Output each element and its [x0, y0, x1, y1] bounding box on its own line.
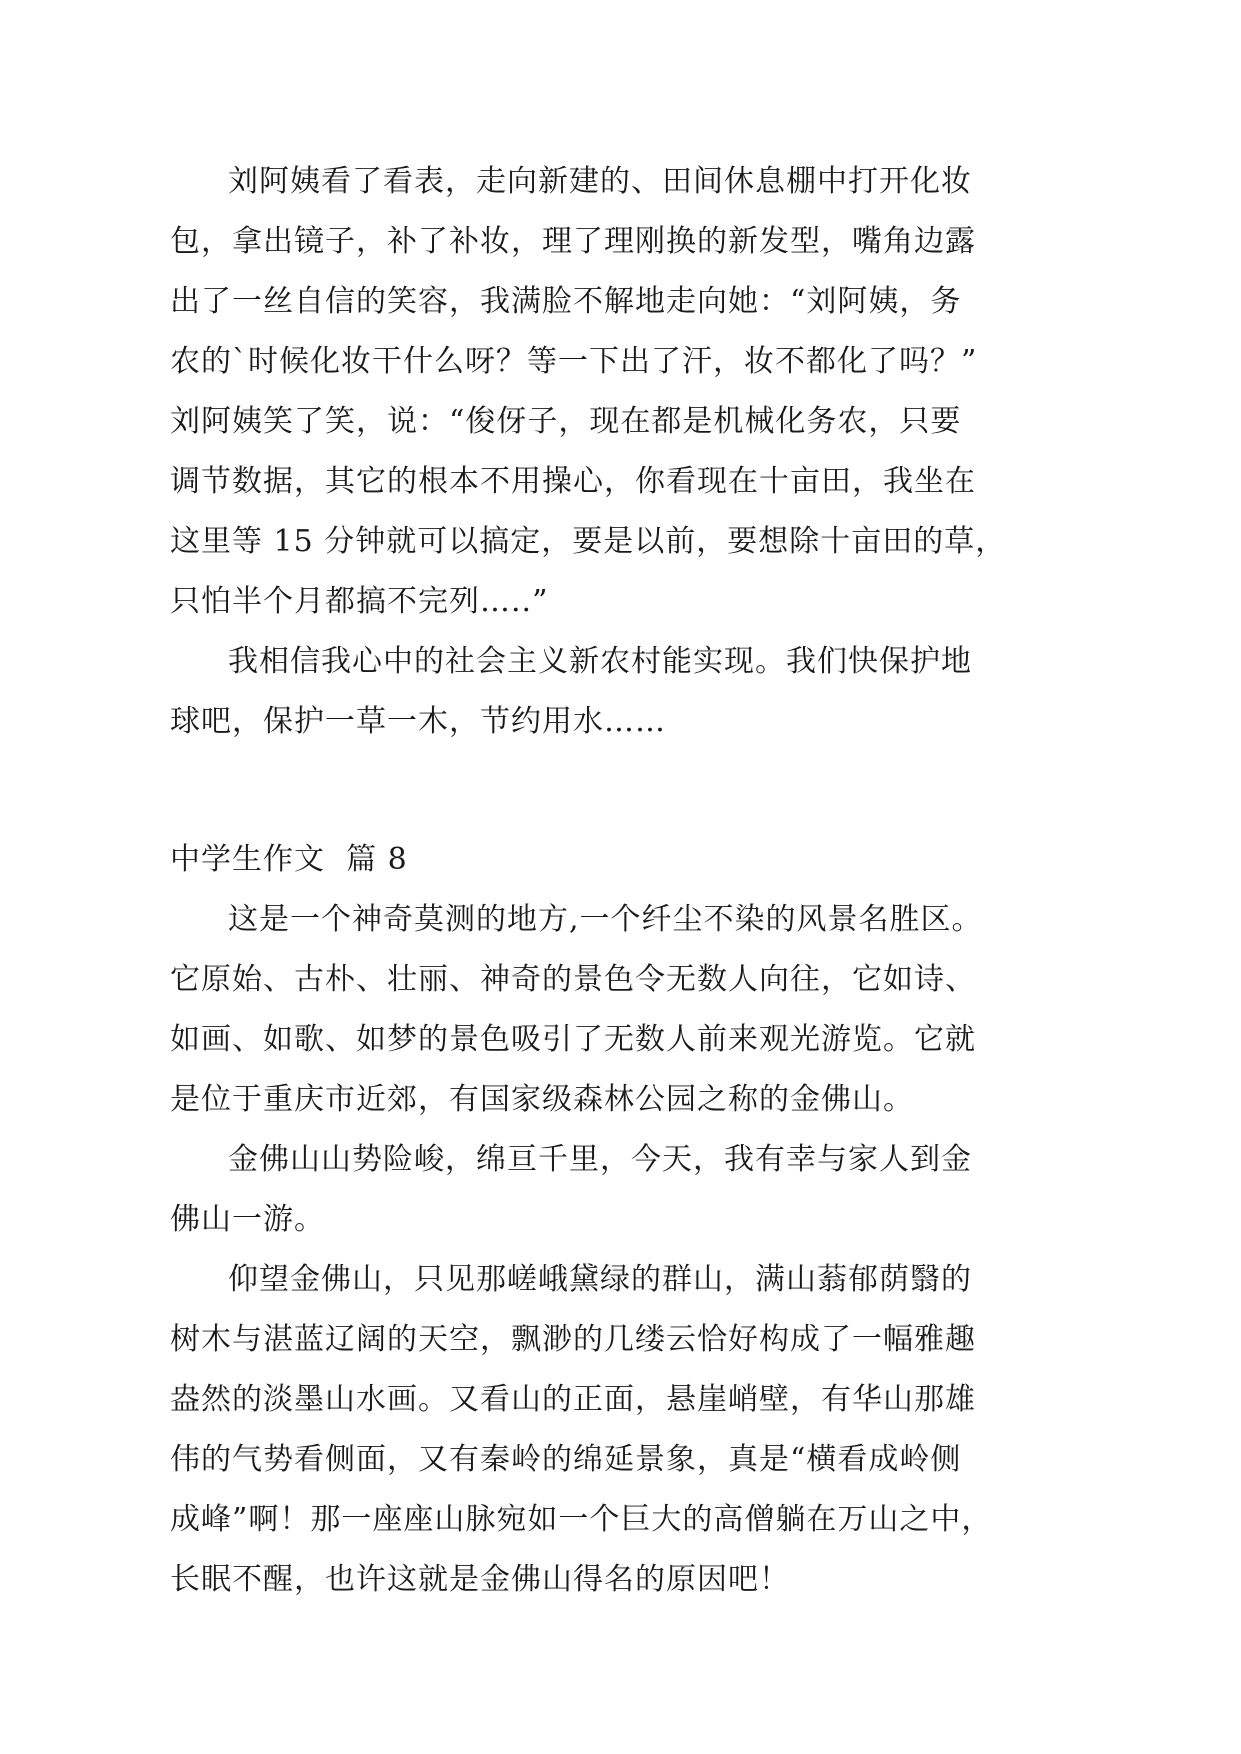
paragraph-line: 农的`时候化妆干什么呀？等一下出了汗，妆不都化了吗？”: [170, 344, 978, 379]
paragraph-line: 盎然的淡墨山水画。又看山的正面，悬崖峭壁，有华山那雄: [170, 1382, 976, 1417]
paragraph-line: 如画、如歌、如梦的景色吸引了无数人前来观光游览。它就: [170, 1022, 976, 1057]
paragraph-line: 仰望金佛山，只见那嵯峨黛绿的群山，满山蓊郁荫翳的: [228, 1262, 972, 1297]
paragraph-line: 只怕半个月都搞不完列…..”: [170, 584, 549, 619]
paragraph-line: 树木与湛蓝辽阔的天空，飘渺的几缕云恰好构成了一幅雅趣: [170, 1322, 976, 1357]
paragraph-line: 佛山一游。: [170, 1202, 325, 1237]
paragraph-line: 球吧，保护一草一木，节约用水……: [170, 704, 666, 739]
paragraph-line: 出了一丝自信的笑容，我满脸不解地走向她：“刘阿姨，务: [170, 284, 962, 319]
paragraph-line: 这是一个神奇莫测的地方,一个纤尘不染的风景名胜区。: [228, 902, 983, 937]
paragraph-line: 长眠不醒，也许这就是金佛山得名的原因吧！: [170, 1562, 790, 1597]
paragraph-line: 伟的气势看侧面，又有秦岭的绵延景象，真是“横看成岭侧: [170, 1442, 962, 1477]
paragraph-line: 刘阿姨看了看表，走向新建的、田间休息棚中打开化妆: [228, 164, 972, 199]
paragraph-line: 成峰”啊！那一座座山脉宛如一个巨大的高僧躺在万山之中，: [170, 1502, 993, 1537]
paragraph-line: 金佛山山势险峻，绵亘千里，今天，我有幸与家人到金: [228, 1142, 972, 1177]
paragraph-line: 我相信我心中的社会主义新农村能实现。我们快保护地: [228, 644, 972, 679]
paragraph-line: 刘阿姨笑了笑，说：“俊伢子，现在都是机械化务农，只要: [170, 404, 962, 439]
paragraph-line: 它原始、古朴、壮丽、神奇的景色令无数人向往，它如诗、: [170, 962, 976, 997]
paragraph-line: 是位于重庆市近郊，有国家级森林公园之称的金佛山。: [170, 1082, 914, 1117]
section-heading: 中学生作文 篇 8: [170, 842, 408, 877]
paragraph-line: 调节数据，其它的根本不用操心，你看现在十亩田，我坐在: [170, 464, 976, 499]
paragraph-line: 包，拿出镜子，补了补妆，理了理刚换的新发型，嘴角边露: [170, 224, 976, 259]
paragraph-line: 这里等 15 分钟就可以搞定，要是以前，要想除十亩田的草，: [170, 524, 1007, 559]
